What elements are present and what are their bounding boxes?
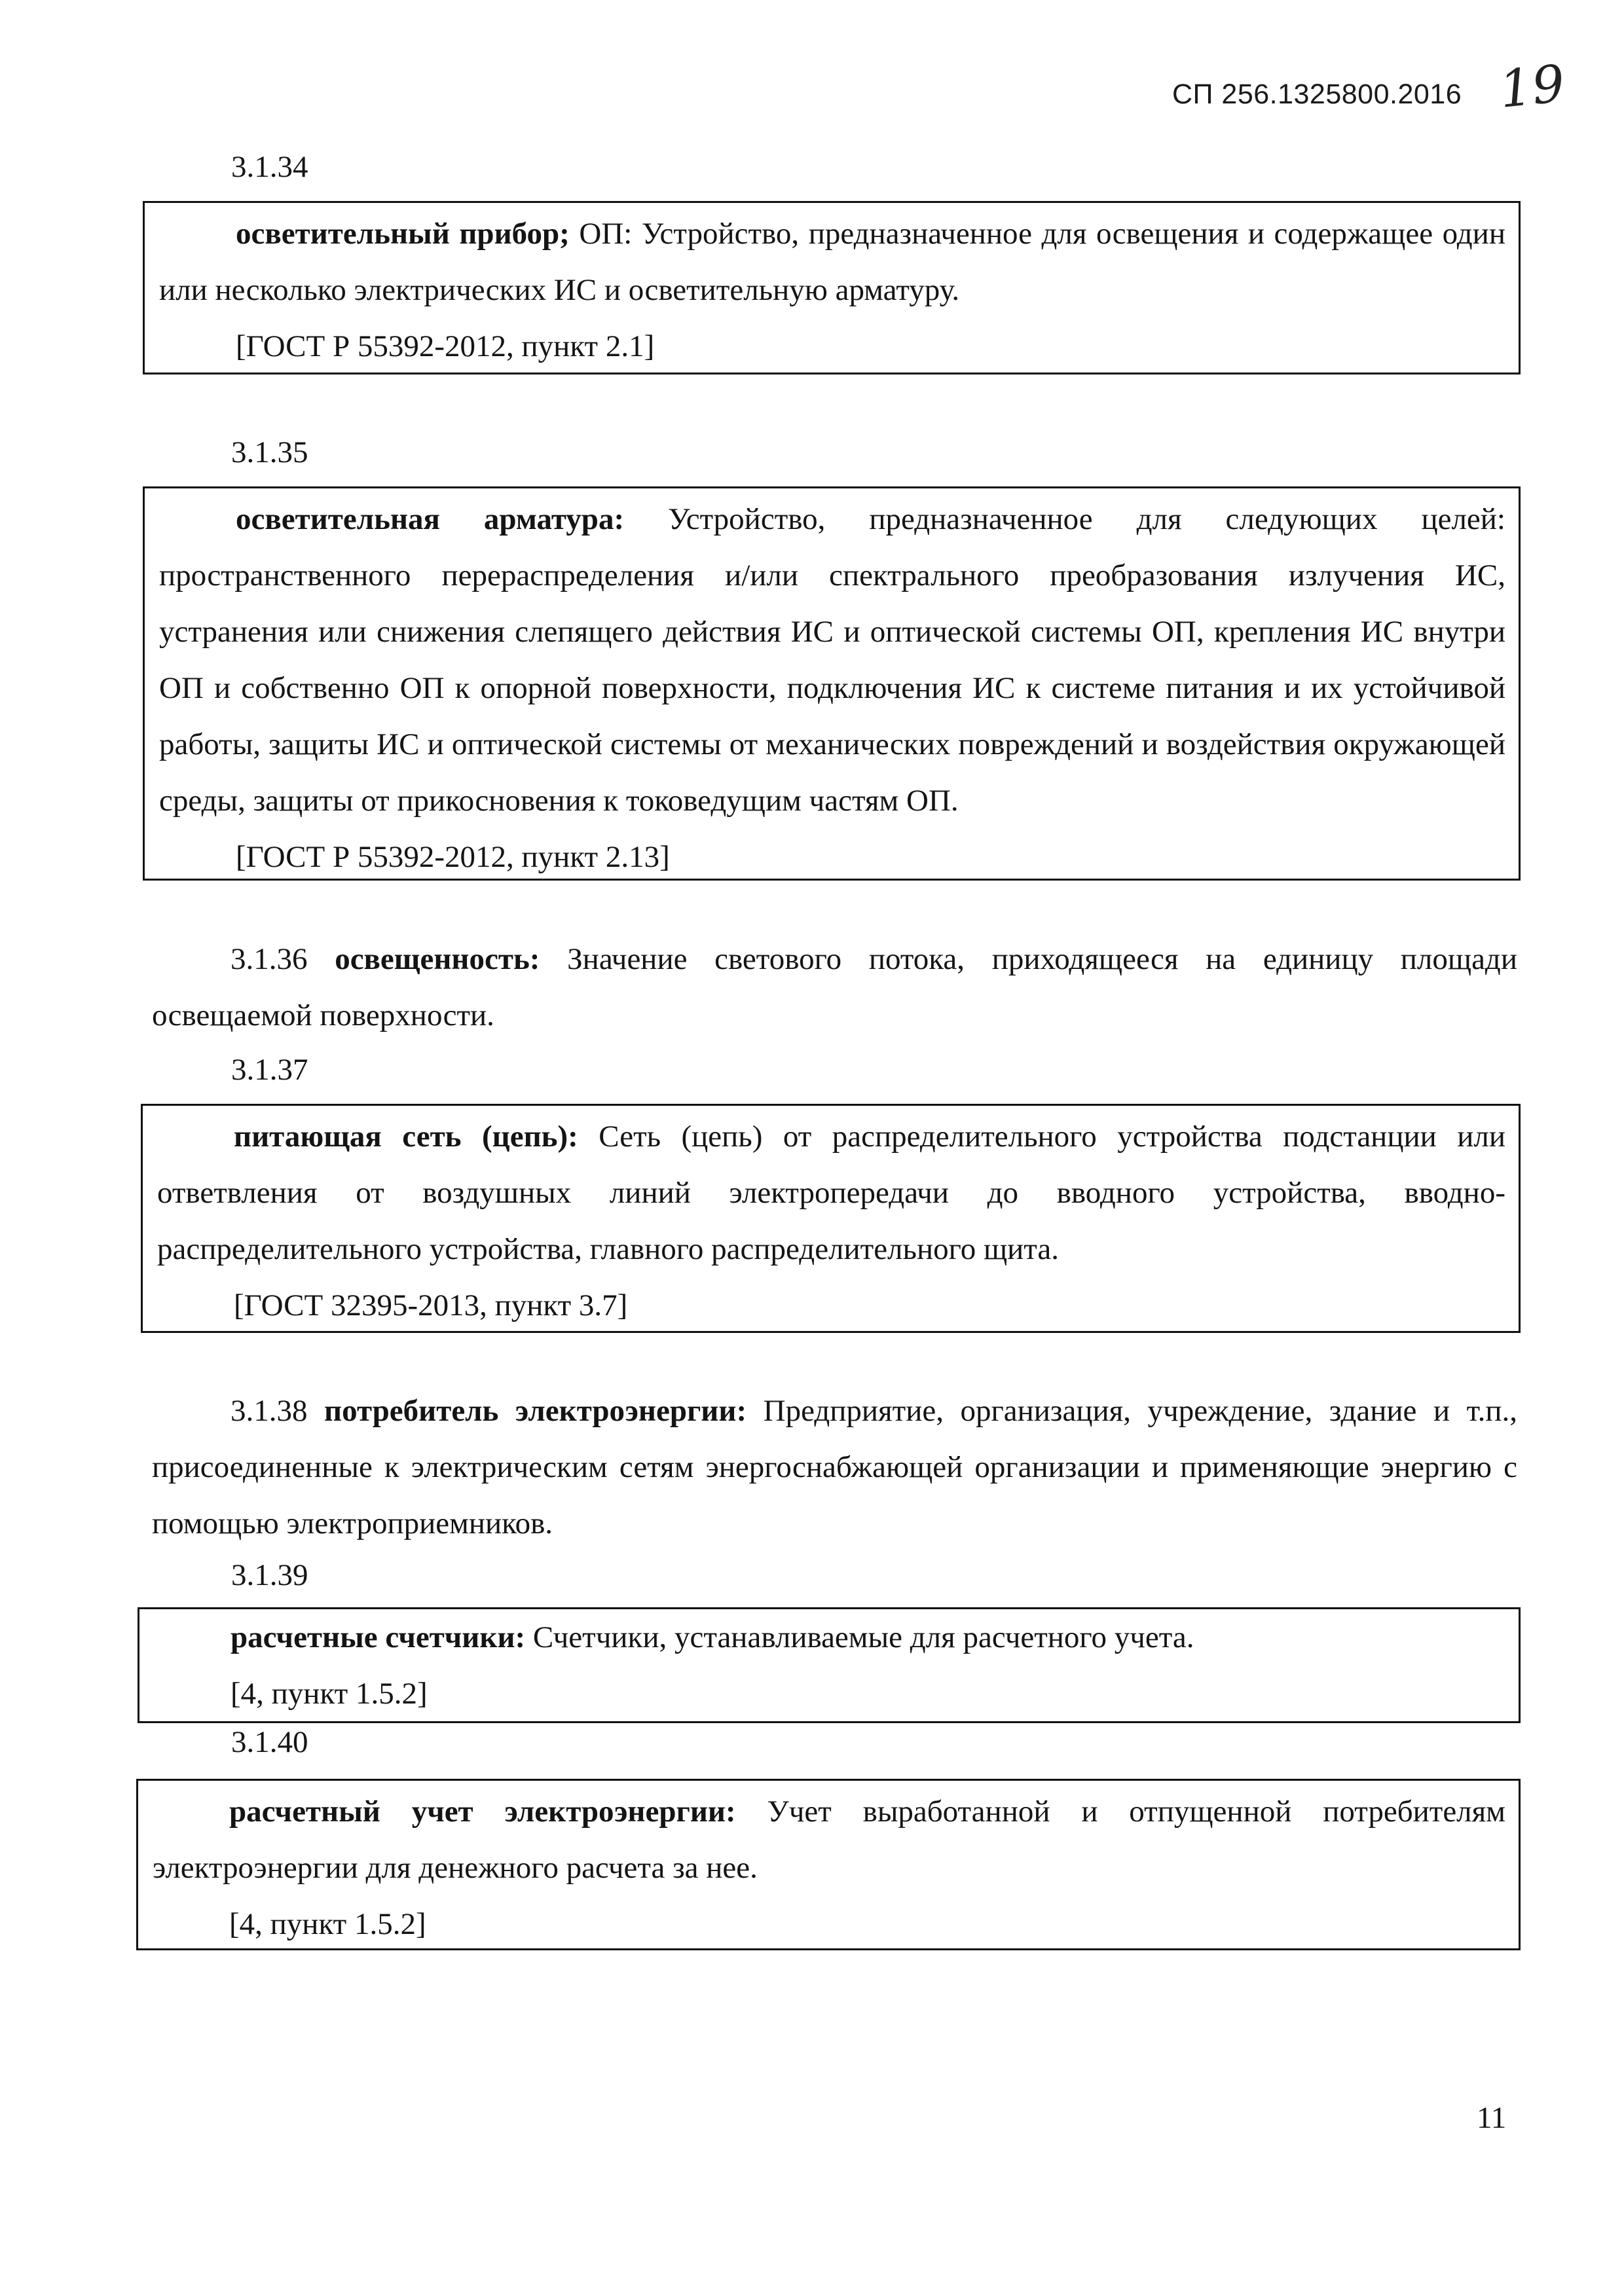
- entry-number: 3.1.37: [231, 1053, 308, 1087]
- definition-text: осветительная арматура: Устройство, предназначенное для следующих целей: пространственного перераспределения и/или спектрального преобразования излучения ИС, устранения или снижения слепящего действия ИС и оптической системы ОП, крепления ИС внутри ОП и собственно ОП к опорной поверхности, подключения ИС к системе питания и их устойчивой работы, защиты ИС и оптической системы от механических повреждений и воздействия окружающей среды, защиты от прикосновения к токоведущим частям ОП.: [159, 502, 1505, 818]
- entry-paragraph: 3.1.38 потребитель электроэнергии: Предприятие, организация, учреждение, здание и т.п., присоединенные к электрическим сетям энергоснабжающей организации и применяющие энергию с помощью электроприемников.: [152, 1394, 1518, 1540]
- page-number: 11: [1477, 2101, 1507, 2135]
- definition-box: [143, 486, 1521, 881]
- term: осветительный прибор;: [236, 217, 570, 251]
- definition-box: [138, 1607, 1521, 1723]
- term: расчетный учет электроэнергии:: [229, 1795, 736, 1829]
- definition-text: осветительный прибор; ОП: Устройство, предназначенное для освещения и содержащее один или несколько электрических ИС и осветительную арматуру.: [159, 217, 1505, 307]
- source-reference: [4, пункт 1.5.2]: [231, 1677, 428, 1711]
- entry-number: 3.1.36: [231, 942, 308, 976]
- definition-box: [143, 201, 1521, 374]
- definition-text: расчетный учет электроэнергии: Учет выработанной и отпущенной потребителям электроэнергии для денежного расчета за нее.: [153, 1795, 1505, 1885]
- term: расчетные счетчики:: [231, 1620, 526, 1654]
- source-reference: [ГОСТ 32395-2013, пункт 3.7]: [234, 1288, 628, 1322]
- term: питающая сеть (цепь):: [234, 1120, 578, 1154]
- definition-text: расчетные счетчики: Счетчики, устанавливаемые для расчетного учета.: [231, 1620, 1194, 1654]
- entry-paragraph: 3.1.36 освещенность: Значение светового потока, приходящееся на единицу площади освещаемой поверхности.: [152, 942, 1518, 1032]
- entry-number: 3.1.39: [231, 1558, 308, 1592]
- source-reference: [4, пункт 1.5.2]: [229, 1907, 426, 1941]
- entry-number: 3.1.38: [231, 1394, 308, 1428]
- term: потребитель электроэнергии:: [324, 1394, 747, 1428]
- definition-box: [136, 1779, 1521, 1950]
- definition-box: [141, 1104, 1521, 1333]
- source-reference: [ГОСТ Р 55392-2012, пункт 2.13]: [236, 840, 670, 874]
- entry-number: 3.1.40: [231, 1725, 308, 1759]
- term: осветительная арматура:: [236, 502, 625, 536]
- entry-number: 3.1.34: [231, 150, 308, 184]
- entry-number: 3.1.35: [231, 435, 308, 469]
- document-code: СП 256.1325800.2016: [1172, 79, 1462, 110]
- source-reference: [ГОСТ Р 55392-2012, пункт 2.1]: [236, 329, 655, 363]
- handwritten-page-number: 19: [1496, 54, 1568, 120]
- definition-text: питающая сеть (цепь): Сеть (цепь) от распределительного устройства подстанции или ответвления от воздушных линий электропередачи до вводного устройства, вводно-распределительного устройства, главного распределительного щита.: [157, 1120, 1505, 1266]
- term: освещенность:: [335, 942, 540, 976]
